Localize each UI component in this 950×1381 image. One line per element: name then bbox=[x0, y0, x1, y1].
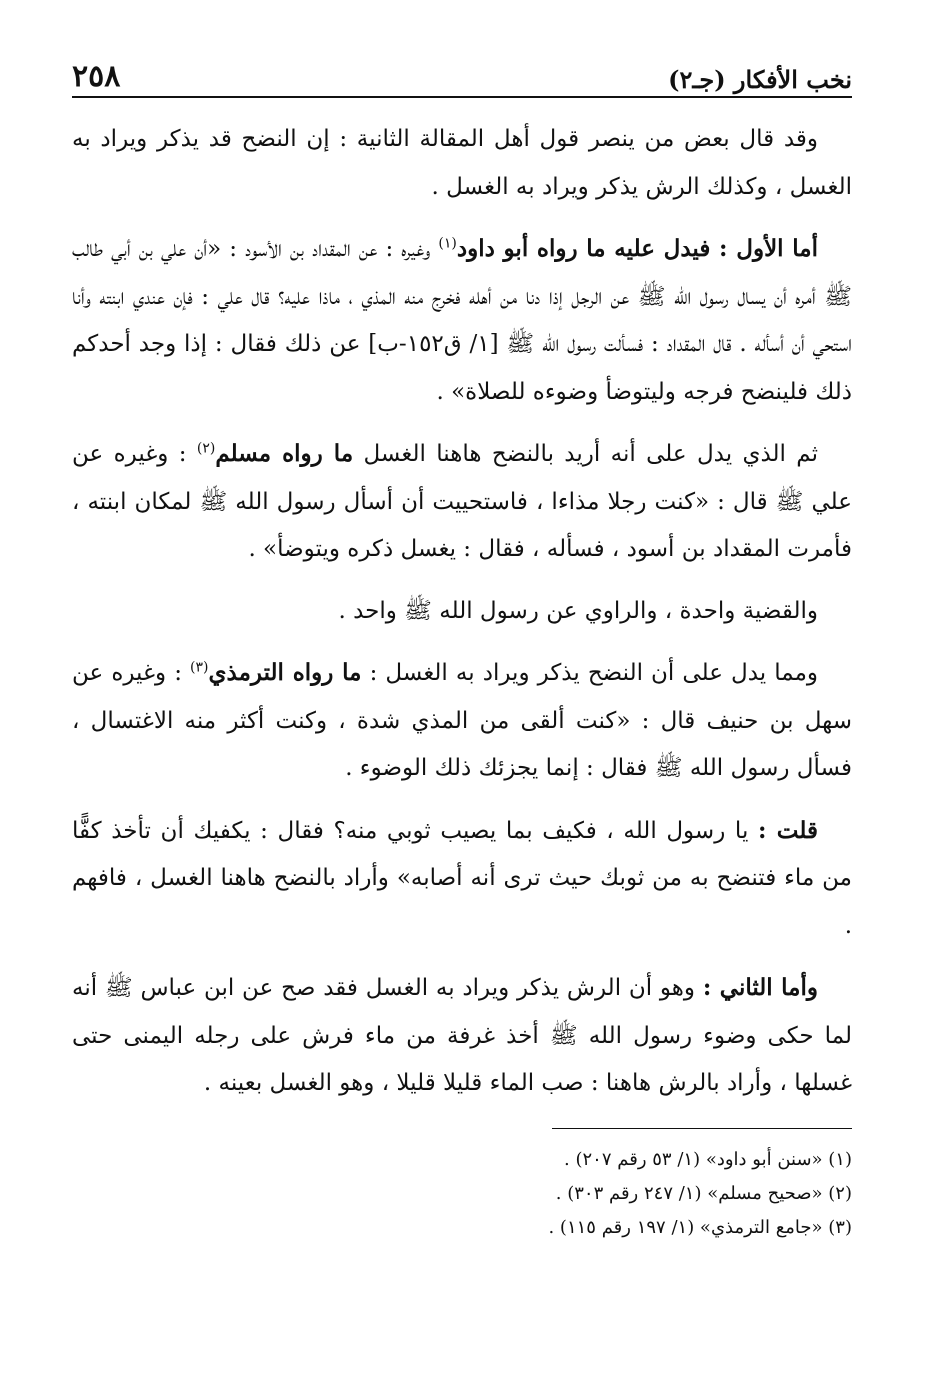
paragraph-text: وقد قال بعض من ينصر قول أهل المقالة الثانية : إن النضح قد يذكر ويراد به الغسل ، وكذلك الرش يذكر ويراد به الغسل . bbox=[72, 126, 852, 200]
paragraph-7 bbox=[72, 964, 852, 1108]
paragraph-bold: ما رواه الترمذي bbox=[208, 659, 362, 686]
paragraph-text: وغيره : عن المقداد بن الأسود : «أن علي بن أبي طالب ﷺ أمره أن يسال رسول الله ﷺ عن الرجل إذا دنا من أهله فخرج منه المذي ، ماذا عليه؟ قال علي : فإن عندي ابنته وأنا استحي أن أسأله . قال المقداد : فسألت رسول الله ﷺ [١/ ق١٥٢-ب] عن ذلك فقال : إذا وجد أحدكم ذلك فلينضح فرجه وليتوضأ وضوءه للصلاة» . bbox=[72, 236, 852, 405]
paragraph-lead: قلت : bbox=[757, 816, 818, 844]
document-page bbox=[72, 40, 852, 1350]
main-text bbox=[72, 116, 852, 1108]
footnote-1: (١) «سنن أبو داود» (١/ ٥٣ رقم ٢٠٧) . bbox=[564, 1148, 852, 1170]
header-rule bbox=[72, 96, 852, 98]
footnote-mark-3: (٣) bbox=[190, 659, 209, 676]
footnote-3: (٣) «جامع الترمذي» (١/ ١٩٧ رقم ١١٥) . bbox=[548, 1216, 852, 1238]
page-number: ٢٥٨ bbox=[72, 59, 121, 94]
page-header bbox=[72, 40, 852, 98]
footnote-mark-2: (٢) bbox=[196, 440, 216, 457]
book-title: نخب الأفكار (جـ٢) bbox=[668, 65, 852, 94]
paragraph-2 bbox=[72, 225, 852, 416]
paragraph-3 bbox=[72, 430, 852, 574]
paragraph-5 bbox=[72, 649, 852, 793]
paragraph-text: : وغيره عن علي ﷺ قال : «كنت رجلا مذاءا ، فاستحييت أن أسأل رسول الله ﷺ لمكان ابنته ، فأمرت المقداد بن أسود ، فسأله ، فقال : يغسل ذكره ويتوضأ» . bbox=[72, 441, 852, 562]
footnotes bbox=[72, 1143, 852, 1245]
paragraph-6 bbox=[72, 807, 852, 951]
paragraph-bold: ما رواه مسلم bbox=[215, 440, 354, 467]
paragraph-text: : وغيره عن سهل بن حنيف قال : «كنت ألقى من المذي شدة ، وكنت أكثر منه الاغتسال ، فسأل رسول الله ﷺ فقال : إنما يجزئك ذلك الوضوء . bbox=[72, 660, 852, 781]
paragraph-4 bbox=[72, 588, 852, 636]
paragraph-lead: وأما الثاني : bbox=[702, 974, 818, 1001]
paragraph-text-before: ومما يدل على أن النضح يذكر ويراد به الغسل : bbox=[361, 660, 818, 686]
paragraph-text-before: ثم الذي يدل على أنه أريد بالنضح هاهنا الغسل bbox=[353, 441, 819, 467]
paragraph-text: والقضية واحدة ، والراوي عن رسول الله ﷺ واحد . bbox=[338, 597, 818, 624]
paragraph-text: يا رسول الله ، فكيف بما يصيب ثوبي منه؟ فقال : يكفيك أن تأخذ كفًّا من ماء فتنضح به من ثوبك حيث ترى أنه أصابه» وأراد بالنضح هاهنا الغسل ، فافهم . bbox=[72, 817, 852, 939]
footnote-mark-1: (١) bbox=[438, 235, 457, 252]
footnote-2: (٢) «صحيح مسلم» (١/ ٢٤٧ رقم ٣٠٣) . bbox=[555, 1182, 852, 1204]
paragraph-text: وهو أن الرش يذكر ويراد به الغسل فقد صح عن ابن عباس ﷺ أنه لما حكى وضوء رسول الله ﷺ أخذ غرفة من ماء فرش على رجله اليمنى حتى غسلها ، وأراد بالرش هاهنا : صب الماء قليلا قليلا ، وهو الغسل بعينه . bbox=[72, 975, 852, 1096]
footnote-divider bbox=[552, 1128, 852, 1129]
paragraph-lead: أما الأول : فيدل عليه ما رواه أبو داود bbox=[456, 235, 818, 262]
paragraph-1 bbox=[72, 116, 852, 211]
